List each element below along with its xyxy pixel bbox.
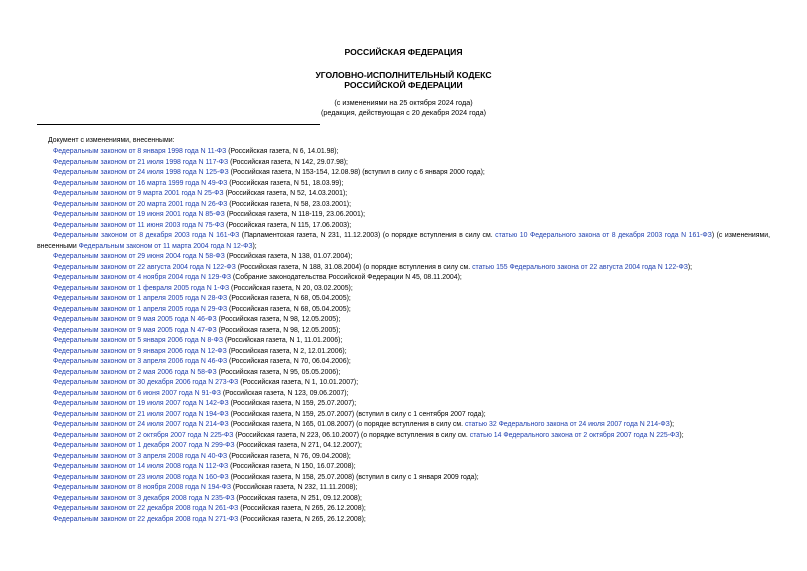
amendment-item bbox=[37, 462, 770, 473]
publication-note: (Российская газета, N 251, 09.12.2008); bbox=[234, 494, 362, 502]
law-link[interactable]: статью 14 Федерального закона от 2 октября 2007 года N 225-ФЗ bbox=[469, 431, 680, 439]
amendment-item bbox=[37, 179, 770, 190]
amendment-item bbox=[37, 389, 770, 400]
publication-note: (Российская газета, N 98, 12.05.2005); bbox=[216, 316, 341, 323]
law-link[interactable]: Федеральным законом от 23 июля 2008 года N 160-ФЗ bbox=[53, 473, 229, 481]
law-link[interactable]: Федеральным законом от 22 декабря 2008 года N 261-ФЗ bbox=[53, 505, 239, 512]
amendment-item bbox=[37, 263, 770, 274]
publication-note: ); bbox=[669, 421, 675, 428]
publication-note: (Парламентская газета, N 231, 11.12.2003) (о порядке вступления в силу см. bbox=[239, 232, 496, 239]
publication-note: (Российская газета, N 159, 25.07.2007); bbox=[228, 400, 357, 407]
publication-note: (Российская газета, N 232, 11.11.2008); bbox=[231, 484, 358, 491]
publication-note: ) (с изменениями, внесенными bbox=[37, 232, 770, 250]
amendment-item bbox=[37, 420, 770, 431]
law-link[interactable]: Федеральным законом от 11 марта 2004 года N 12-ФЗ bbox=[78, 242, 253, 250]
publication-note: (Российская газета, N 115, 17.06.2003); bbox=[224, 221, 352, 229]
publication-note: (Российская газета, N 142, 29.07.98); bbox=[228, 158, 348, 166]
law-link[interactable]: Федеральным законом от 1 февраля 2005 года N 1-ФЗ bbox=[53, 284, 230, 292]
law-link[interactable]: Федеральным законом от 9 марта 2001 года N 25-ФЗ bbox=[53, 190, 224, 197]
law-link[interactable]: Федеральным законом от 24 июля 1998 года N 125-ФЗ bbox=[53, 169, 229, 176]
publication-note: (Российская газета, N 265, 26.12.2008); bbox=[238, 505, 366, 512]
amendment-item bbox=[37, 326, 770, 337]
law-link[interactable]: Федеральным законом от 11 июня 2003 года N 75-ФЗ bbox=[53, 221, 225, 229]
publication-note: (Российская газета, N 1, 10.01.2007); bbox=[238, 379, 359, 386]
amendment-item bbox=[37, 357, 770, 368]
law-link[interactable]: Федеральным законом от 6 июня 2007 года N 91-ФЗ bbox=[53, 389, 221, 397]
law-link[interactable]: Федеральным законом от 3 декабря 2008 года N 235-ФЗ bbox=[53, 494, 235, 502]
amendment-item bbox=[37, 483, 770, 494]
publication-note: (Российская газета, N 159, 25.07.2007) (вступил в силу с 1 сентября 2007 года); bbox=[228, 410, 486, 418]
law-link[interactable]: статью 155 Федерального закона от 22 августа 2004 года N 122-ФЗ bbox=[472, 263, 688, 271]
publication-note: (Российская газета, N 265, 26.12.2008); bbox=[238, 515, 366, 523]
amendment-item bbox=[37, 410, 770, 421]
amendment-item bbox=[37, 284, 770, 295]
publication-note: (Российская газета, N 118-119, 23.06.2001); bbox=[224, 211, 365, 218]
publication-note: ); bbox=[687, 263, 693, 271]
publication-note: (Российская газета, N 68, 05.04.2005); bbox=[227, 295, 351, 302]
publication-note: ); bbox=[252, 242, 257, 250]
law-link[interactable]: Федеральным законом от 3 апреля 2006 года N 46-ФЗ bbox=[53, 358, 228, 365]
law-link[interactable]: Федеральным законом от 1 апреля 2005 года N 29-ФЗ bbox=[53, 305, 228, 313]
amendment-item bbox=[37, 336, 770, 347]
law-link[interactable]: Федеральным законом от 9 января 2006 года N 12-ФЗ bbox=[53, 347, 227, 355]
law-link[interactable]: Федеральным законом от 22 декабря 2008 года N 271-ФЗ bbox=[53, 515, 239, 523]
amendment-item bbox=[37, 189, 770, 200]
law-link[interactable]: Федеральным законом от 21 июля 1998 года N 117-ФЗ bbox=[53, 158, 229, 166]
amendment-item bbox=[37, 399, 770, 410]
law-link[interactable]: статью 10 Федерального закона от 8 декабря 2003 года N 161-ФЗ bbox=[495, 232, 712, 239]
amendment-item bbox=[37, 168, 770, 179]
publication-note: (Российская газета, N 58, 23.03.2001); bbox=[227, 200, 352, 208]
publication-note: (Российская газета, N 158, 25.07.2008) (вступил в силу с 1 января 2009 года); bbox=[228, 473, 479, 481]
amendment-item bbox=[37, 368, 770, 379]
law-link[interactable]: Федеральным законом от 9 мая 2005 года N 46-ФЗ bbox=[53, 316, 217, 323]
document-title-line-1: УГОЛОВНО-ИСПОЛНИТЕЛЬНЫЙ КОДЕКС bbox=[315, 70, 492, 80]
amendment-item bbox=[37, 315, 770, 326]
amendment-item bbox=[37, 494, 770, 505]
law-link[interactable]: Федеральным законом от 8 января 1998 года N 11-ФЗ bbox=[53, 148, 227, 155]
amendment-item bbox=[37, 210, 770, 221]
amendment-item bbox=[37, 347, 770, 358]
law-link[interactable]: Федеральным законом от 21 июля 2007 года N 194-ФЗ bbox=[53, 410, 229, 418]
law-link[interactable]: Федеральным законом от 1 декабря 2007 года N 299-ФЗ bbox=[53, 442, 235, 449]
amendment-item bbox=[37, 431, 770, 442]
publication-note: (Российская газета, N 68, 05.04.2005); bbox=[227, 305, 351, 313]
publication-note: (Российская газета, N 223, 06.10.2007) (о порядке вступления в силу см. bbox=[233, 431, 470, 439]
amendment-item bbox=[37, 273, 770, 284]
amendments-intro: Документ с изменениями, внесенными: bbox=[48, 137, 175, 144]
amendments-list bbox=[37, 147, 770, 525]
publication-note: (Российская газета, N 271, 04.12.2007); bbox=[234, 442, 362, 449]
publication-note: ); bbox=[679, 431, 684, 439]
edition-note: (редакция, действующая с 20 декабря 2024 года) bbox=[321, 108, 486, 117]
country-heading: РОССИЙСКАЯ ФЕДЕРАЦИЯ bbox=[344, 47, 463, 57]
publication-note: (Российская газета, N 165, 01.08.2007) (о порядке вступления в силу см. bbox=[228, 421, 465, 428]
publication-note: (Российская газета, N 123, 09.06.2007); bbox=[220, 389, 349, 397]
law-link[interactable]: Федеральным законом от 3 апреля 2008 года N 40-ФЗ bbox=[53, 452, 228, 460]
amendment-item bbox=[37, 158, 770, 169]
publication-note: (Российская газета, N 1, 11.01.2006); bbox=[222, 337, 343, 344]
publication-note: (Российская газета, N 52, 14.03.2001); bbox=[223, 190, 348, 197]
law-link[interactable]: Федеральным законом от 2 мая 2006 года N 58-ФЗ bbox=[53, 368, 217, 376]
publication-note: (Российская газета, N 153-154, 12.08.98) (вступил в силу с 6 января 2000 года); bbox=[228, 169, 485, 176]
amendment-item bbox=[37, 221, 770, 232]
publication-note: (Российская газета, N 188, 31.08.2004) (о порядке вступления в силу см. bbox=[235, 263, 473, 271]
changes-note: (с изменениями на 25 октября 2024 года) bbox=[334, 98, 473, 107]
law-link[interactable]: Федеральным законом от 9 мая 2005 года N 47-ФЗ bbox=[53, 326, 217, 334]
law-link[interactable]: Федеральным законом от 19 июля 2007 года N 142-ФЗ bbox=[53, 400, 229, 407]
publication-note: (Российская газета, N 51, 18.03.99); bbox=[227, 179, 344, 187]
amendment-item bbox=[37, 441, 770, 452]
amendment-item bbox=[37, 252, 770, 263]
amendment-item bbox=[37, 294, 770, 305]
law-link[interactable]: Федеральным законом от 5 января 2006 года N 8-ФЗ bbox=[53, 337, 223, 344]
law-link[interactable]: Федеральным законом от 2 октября 2007 года N 225-ФЗ bbox=[53, 431, 234, 439]
amendment-item bbox=[37, 473, 770, 484]
law-link[interactable]: Федеральным законом от 4 ноября 2004 года N 129-ФЗ bbox=[53, 274, 232, 281]
law-link[interactable]: Федеральным законом от 24 июля 2007 года N 214-ФЗ bbox=[53, 421, 229, 428]
publication-note: (Российская газета, N 20, 03.02.2005); bbox=[229, 284, 353, 292]
document-title-line-2: РОССИЙСКОЙ ФЕДЕРАЦИИ bbox=[344, 80, 463, 90]
law-link[interactable]: Федеральным законом от 29 июня 2004 года N 58-ФЗ bbox=[53, 253, 225, 260]
publication-note: (Собрание законодательства Российской Федерации N 45, 08.11.2004); bbox=[231, 274, 462, 281]
amendment-item bbox=[37, 305, 770, 316]
law-link[interactable]: Федеральным законом от 8 ноября 2008 года N 194-ФЗ bbox=[53, 484, 232, 491]
publication-note: (Российская газета, N 70, 06.04.2006); bbox=[227, 358, 351, 365]
law-link[interactable]: статью 32 Федерального закона от 24 июля 2007 года N 214-ФЗ bbox=[464, 421, 670, 428]
publication-note: (Российская газета, N 2, 12.01.2006); bbox=[226, 347, 347, 355]
amendment-item bbox=[37, 231, 770, 252]
header-divider bbox=[37, 124, 320, 125]
law-link[interactable]: Федеральным законом от 30 декабря 2006 года N 273-ФЗ bbox=[53, 379, 239, 386]
publication-note: (Российская газета, N 6, 14.01.98); bbox=[226, 148, 339, 155]
amendment-item bbox=[37, 504, 770, 515]
publication-note: (Российская газета, N 150, 16.07.2008); bbox=[228, 463, 356, 470]
law-link[interactable]: Федеральным законом от 16 марта 1999 года N 49-ФЗ bbox=[53, 179, 228, 187]
law-link[interactable]: Федеральным законом от 22 августа 2004 года N 122-ФЗ bbox=[53, 263, 236, 271]
amendment-item bbox=[37, 515, 770, 526]
law-link[interactable]: Федеральным законом от 14 июля 2008 года N 112-ФЗ bbox=[53, 463, 229, 470]
publication-note: (Российская газета, N 95, 05.05.2006); bbox=[216, 368, 341, 376]
law-link[interactable]: Федеральным законом от 19 июня 2001 года N 85-ФЗ bbox=[53, 211, 225, 218]
publication-note: (Российская газета, N 98, 12.05.2005); bbox=[216, 326, 341, 334]
law-link[interactable]: Федеральным законом от 20 марта 2001 года N 26-ФЗ bbox=[53, 200, 228, 208]
amendment-item bbox=[37, 452, 770, 463]
amendment-item bbox=[37, 200, 770, 211]
publication-note: (Российская газета, N 76, 09.04.2008); bbox=[227, 452, 351, 460]
amendment-item bbox=[37, 147, 770, 158]
law-link[interactable]: Федеральным законом от 8 декабря 2003 года N 161-ФЗ bbox=[53, 232, 240, 239]
law-link[interactable]: Федеральным законом от 1 апреля 2005 года N 28-ФЗ bbox=[53, 295, 228, 302]
publication-note: (Российская газета, N 138, 01.07.2004); bbox=[224, 253, 353, 260]
amendment-item bbox=[37, 378, 770, 389]
